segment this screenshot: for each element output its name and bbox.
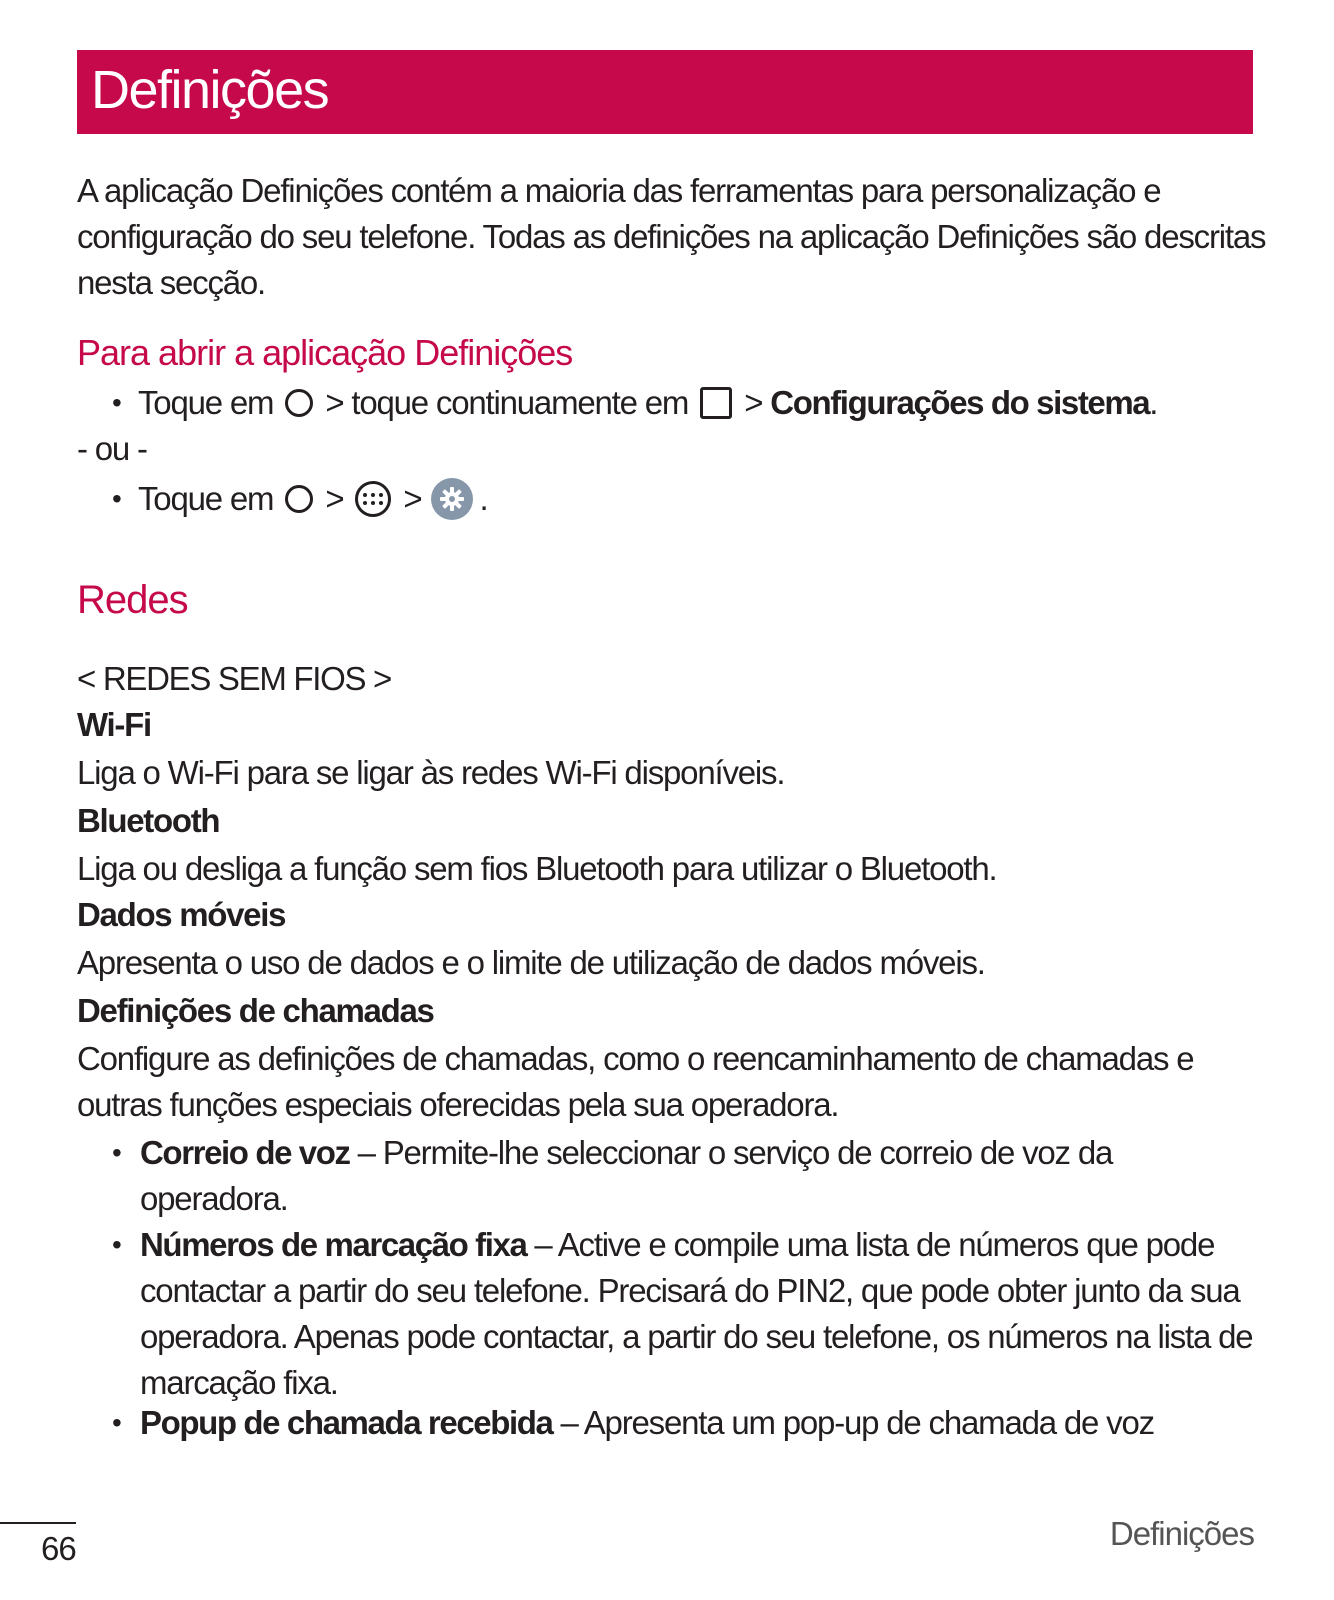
list-item bbox=[112, 1222, 1252, 1406]
bullet-dot: • bbox=[112, 1137, 121, 1168]
item-heading: Definições de chamadas bbox=[77, 992, 434, 1029]
bullet-term: Números de marcação fixa bbox=[140, 1226, 527, 1263]
bullet-term: Popup de chamada recebida bbox=[140, 1404, 553, 1441]
item-description: Configure as definições de chamadas, como o reencaminhamento de chamadas e bbox=[77, 1040, 1194, 1077]
bullet-text: – Permite-lhe seleccionar o serviço de correio de voz da bbox=[357, 1134, 1113, 1171]
apps-icon bbox=[355, 481, 391, 517]
step-text: > toque continuamente em bbox=[325, 384, 689, 421]
section-title: Redes bbox=[77, 578, 188, 622]
footer-rule bbox=[0, 1522, 76, 1524]
bullet-dot: • bbox=[112, 387, 121, 418]
item-heading: Bluetooth bbox=[77, 802, 220, 839]
intro-line: configuração do seu telefone. Todas as definições na aplicação Definições são descritas bbox=[77, 218, 1266, 255]
group-heading: < REDES SEM FIOS > bbox=[77, 660, 392, 697]
step-text: . bbox=[479, 480, 488, 517]
item-description: Liga o Wi-Fi para se ligar às redes Wi-Fi disponíveis. bbox=[77, 754, 785, 791]
step-text: > bbox=[744, 384, 763, 421]
home-icon bbox=[285, 485, 313, 513]
step-text: > bbox=[403, 480, 422, 517]
step-text: > bbox=[325, 480, 344, 517]
or-separator: - ou - bbox=[77, 430, 147, 467]
bullet-term: Correio de voz bbox=[140, 1134, 350, 1171]
intro-line: nesta secção. bbox=[77, 264, 266, 301]
bullet-text: operadora. Apenas pode contactar, a partir do seu telefone, os números na lista de bbox=[140, 1318, 1253, 1355]
item-heading: Dados móveis bbox=[77, 896, 286, 933]
bullet-dot: • bbox=[112, 1229, 121, 1260]
bullet-text: – Active e compile uma lista de números que pode bbox=[534, 1226, 1215, 1263]
recent-apps-icon bbox=[700, 387, 732, 419]
bullet-text: – Apresenta um pop-up de chamada de voz bbox=[560, 1404, 1154, 1441]
bullet-text: operadora. bbox=[140, 1180, 288, 1217]
item-description: Apresenta o uso de dados e o limite de utilização de dados móveis. bbox=[77, 944, 985, 981]
bullet-text: marcação fixa. bbox=[140, 1364, 338, 1401]
item-description: outras funções especiais oferecidas pela sua operadora. bbox=[77, 1086, 839, 1123]
item-description: Liga ou desliga a função sem fios Bluetooth para utilizar o Bluetooth. bbox=[77, 850, 997, 887]
open-step-2 bbox=[112, 476, 487, 522]
item-heading: Wi-Fi bbox=[77, 706, 151, 743]
open-step-1 bbox=[112, 380, 1157, 426]
intro-line: A aplicação Definições contém a maioria das ferramentas para personalização e bbox=[77, 172, 1161, 209]
system-settings-label: Configurações do sistema bbox=[770, 384, 1150, 421]
bullet-text: contactar a partir do seu telefone. Precisará do PIN2, que pode obter junto da sua bbox=[140, 1272, 1240, 1309]
open-app-subheading: Para abrir a aplicação Definições bbox=[77, 332, 573, 373]
bullet-dot: • bbox=[112, 483, 121, 514]
step-text: . bbox=[1149, 384, 1158, 421]
home-icon bbox=[285, 389, 313, 417]
list-item bbox=[112, 1130, 1112, 1222]
page-title: Definições bbox=[91, 60, 329, 120]
step-text: Toque em bbox=[138, 480, 274, 517]
list-item bbox=[112, 1400, 1154, 1446]
intro-paragraph bbox=[77, 168, 1266, 306]
page-number: 66 bbox=[41, 1530, 76, 1567]
step-text: Toque em bbox=[138, 384, 274, 421]
footer-title: Definições bbox=[1109, 1515, 1254, 1552]
settings-gear-icon bbox=[431, 478, 473, 520]
page-title-bar bbox=[77, 50, 1253, 134]
bullet-dot: • bbox=[112, 1407, 121, 1438]
